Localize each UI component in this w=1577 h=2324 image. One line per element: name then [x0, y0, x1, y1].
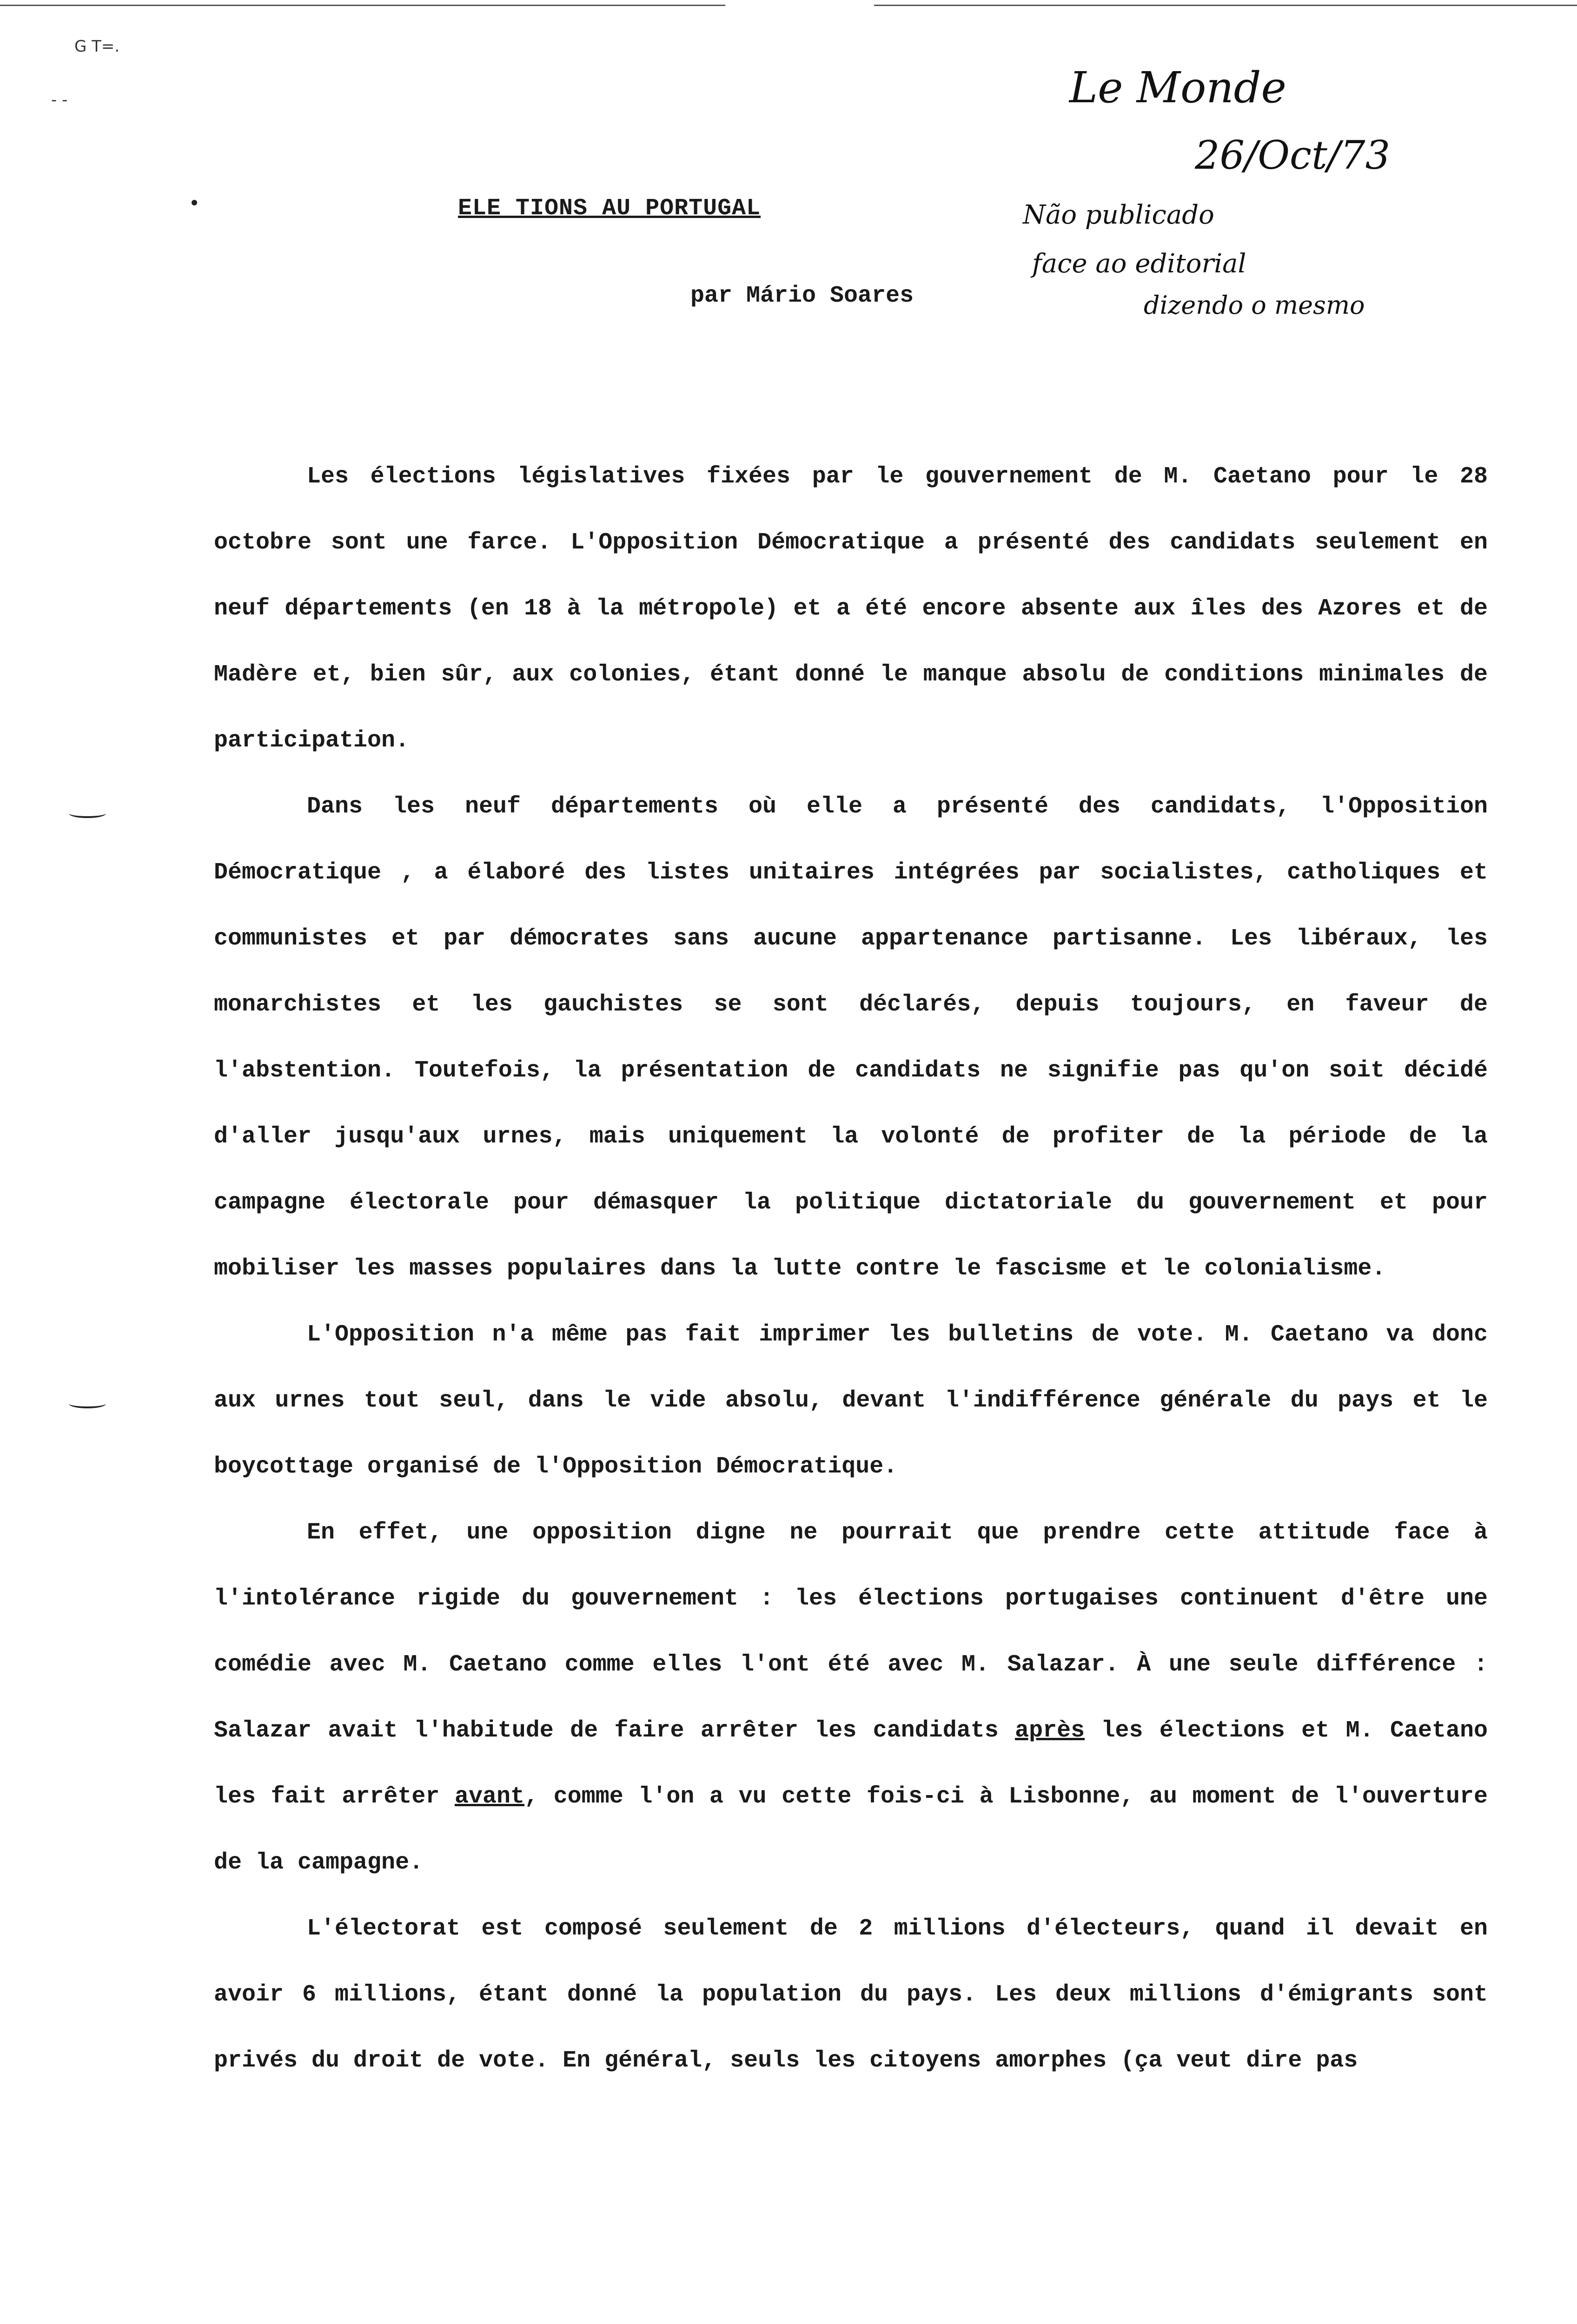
article-body: [214, 444, 1488, 2094]
paragraph: Dans les neuf départements où elle a présenté des candidats, l'Opposition Démocratique , a élaboré des listes unitaires intégrées par socialistes, catholiques et communistes et par démocrates sans aucune appartenance partisanne. Les libéraux, les monarchistes et les gauchistes se sont déclarés, depuis toujours, en faveur de l'abstention. Toutefois, la présentation de candidats ne signifie pas qu'on soit décidé d'aller jusqu'aux urnes, mais uniquement la volonté de profiter de la période de la campagne électorale pour démasquer la politique dictatoriale du gouvernement et pour mobiliser les masses populaires dans la lutte contre le fascisme et le colonialisme.: [214, 793, 1488, 1282]
underlined-word: après: [1015, 1717, 1085, 1744]
handwritten-note: Não publicado: [1023, 200, 1214, 230]
margin-tick: [69, 1399, 106, 1408]
author-byline: par Mário Soares: [690, 283, 914, 309]
margin-tick: [69, 809, 106, 818]
underlined-word: avant: [455, 1783, 525, 1810]
paragraph: En effet, une opposition digne ne pourrait que prendre cette attitude face à l'intolérance rigide du gouvernement : les élections portugaises continuent d'être une comédie avec M. Caetano comme elles l'ont été avec M. Salazar. À une seule différence : Salazar avait l'habitude de faire arrêter les candidats après les élections et M. Caetano les fait arrêter avant, comme l'on a vu cette fois-ci à Lisbonne, au moment de l'ouverture de la campagne.: [214, 1519, 1488, 1876]
top-edge-rule: [874, 5, 1577, 6]
handwritten-note: dizendo o mesmo: [1144, 290, 1365, 320]
paragraph: L'Opposition n'a même pas fait imprimer les bulletins de vote. M. Caetano va donc aux urnes tout seul, dans le vide absolu, devant l'indifférence générale du pays et le boycottage organisé de l'Opposition Démocratique.: [214, 1321, 1488, 1480]
handwritten-note: face ao editorial: [1032, 249, 1246, 279]
document-title: ELE TIONS AU PORTUGAL: [458, 195, 761, 222]
paragraph: Les élections législatives fixées par le gouvernement de M. Caetano pour le 28 octobre sont une farce. L'Opposition Démocratique a présenté des candidats seulement en neuf départements (en 18 à la métropole) et a été encore absente aux îles des Azores et de Madère et, bien sûr, aux colonies, étant donné le manque absolu de conditions minimales de participation.: [214, 463, 1488, 754]
corner-mark: - -: [51, 91, 68, 109]
paragraph: L'électorat est composé seulement de 2 millions d'électeurs, quand il devait en avoir 6 millions, étant donné la population du pays. Les deux millions d'émigrants sont privés du droit de vote. En général, seuls les citoyens amorphes (ça veut dire pas: [214, 1915, 1488, 2074]
handwritten-date: 26/Oct/73: [1195, 132, 1391, 178]
margin-dot: [192, 200, 197, 205]
corner-mark: G T=.: [74, 37, 120, 56]
handwritten-publication: Le Monde: [1069, 63, 1286, 112]
top-edge-rule: [0, 5, 725, 6]
